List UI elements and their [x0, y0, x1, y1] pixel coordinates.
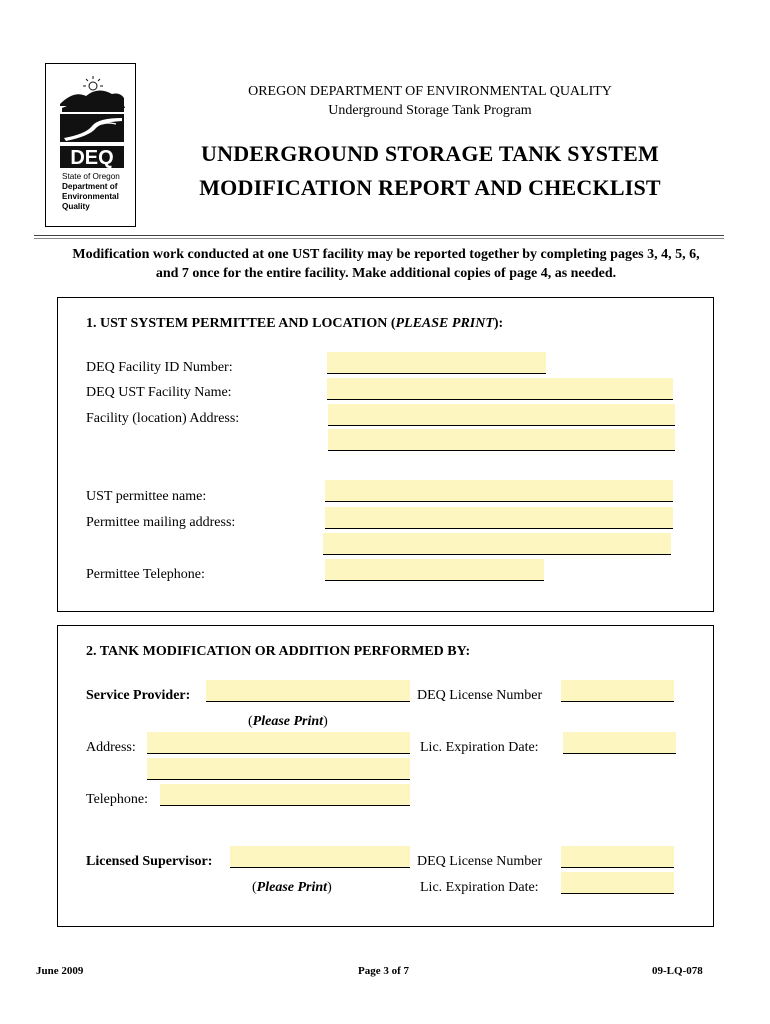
- facility-id-label: DEQ Facility ID Number:: [86, 360, 233, 375]
- service-provider-field[interactable]: [206, 680, 410, 702]
- facility-address-label: Facility (location) Address:: [86, 411, 240, 426]
- intro-line2: and 7 once for the entire facility. Make additional copies of page 4, as needed.: [155, 266, 617, 281]
- mailing-address-field-1[interactable]: [325, 507, 673, 529]
- supervisor-expiration-label: Lic. Expiration Date:: [420, 880, 539, 895]
- deq-license-field[interactable]: [561, 680, 674, 702]
- footer-date: June 2009: [36, 965, 84, 977]
- telephone-field[interactable]: [160, 784, 410, 806]
- please-print-close-2: ): [327, 880, 332, 895]
- address-field-1[interactable]: [147, 732, 410, 754]
- please-print-open-2: (: [252, 880, 257, 895]
- mailing-address-label: Permittee mailing address:: [86, 515, 236, 530]
- agency-name: OREGON DEPARTMENT OF ENVIRONMENTAL QUALITY: [248, 84, 612, 99]
- supervisor-license-label: DEQ License Number: [417, 854, 543, 869]
- permittee-name-label: UST permittee name:: [86, 489, 207, 504]
- please-print-note-2: [252, 880, 332, 896]
- licensed-supervisor-label: Licensed Supervisor:: [86, 854, 213, 869]
- deq-acronym: DEQ: [70, 147, 114, 169]
- permittee-telephone-field[interactable]: [325, 559, 544, 581]
- please-print-open-1: (: [248, 714, 253, 729]
- address-field-2[interactable]: [147, 758, 410, 780]
- intro-instructions: [34, 245, 738, 283]
- intro-line1: Modification work conducted at one UST facility may be reported together by completing pages 3, 4, 5, 6,: [72, 247, 700, 262]
- footer-form-number: 09-LQ-078: [652, 965, 703, 977]
- permittee-telephone-label: Permittee Telephone:: [86, 567, 205, 582]
- section1-heading: [86, 316, 503, 332]
- mailing-address-field-2[interactable]: [323, 533, 671, 555]
- please-print-text-2: Please Print: [256, 880, 328, 895]
- logo-line-dept: Department of: [62, 182, 118, 191]
- facility-name-field[interactable]: [327, 378, 673, 400]
- logo-line-state: State of Oregon: [62, 172, 120, 181]
- please-print-note-1: [248, 714, 328, 730]
- supervisor-license-field[interactable]: [561, 846, 674, 868]
- permittee-name-field[interactable]: [325, 480, 673, 502]
- please-print-close-1: ): [323, 714, 328, 729]
- section1-heading-prefix: 1. UST SYSTEM PERMITTEE AND LOCATION (: [86, 316, 396, 331]
- facility-id-field[interactable]: [327, 352, 546, 374]
- licensed-supervisor-field[interactable]: [230, 846, 410, 868]
- section2-heading: 2. TANK MODIFICATION OR ADDITION PERFORMED BY:: [86, 644, 471, 659]
- supervisor-expiration-field[interactable]: [561, 872, 674, 894]
- please-print-text-1: Please Print: [252, 714, 324, 729]
- facility-address-field-1[interactable]: [328, 404, 675, 426]
- lic-expiration-label: Lic. Expiration Date:: [420, 740, 539, 755]
- facility-address-field-2[interactable]: [328, 429, 675, 451]
- service-provider-label: Service Provider:: [86, 688, 191, 703]
- header-divider: [34, 235, 724, 236]
- program-name: Underground Storage Tank Program: [328, 103, 532, 118]
- section1-heading-italic: PLEASE PRINT: [395, 316, 494, 331]
- footer-page-number: Page 3 of 7: [358, 965, 410, 977]
- logo-line-env: Environmental: [62, 192, 119, 201]
- address-label: Address:: [86, 740, 136, 755]
- form-title-line2: MODIFICATION REPORT AND CHECKLIST: [199, 175, 661, 200]
- deq-license-label: DEQ License Number: [417, 688, 543, 703]
- header-divider-secondary: [34, 238, 724, 239]
- section1-heading-suffix: ):: [493, 316, 504, 331]
- logo-line-quality: Quality: [62, 202, 90, 211]
- form-title-line1: UNDERGROUND STORAGE TANK SYSTEM: [201, 141, 659, 166]
- facility-name-label: DEQ UST Facility Name:: [86, 385, 232, 400]
- logo-caption: [62, 172, 132, 212]
- telephone-label: Telephone:: [86, 792, 148, 807]
- lic-expiration-field[interactable]: [563, 732, 676, 754]
